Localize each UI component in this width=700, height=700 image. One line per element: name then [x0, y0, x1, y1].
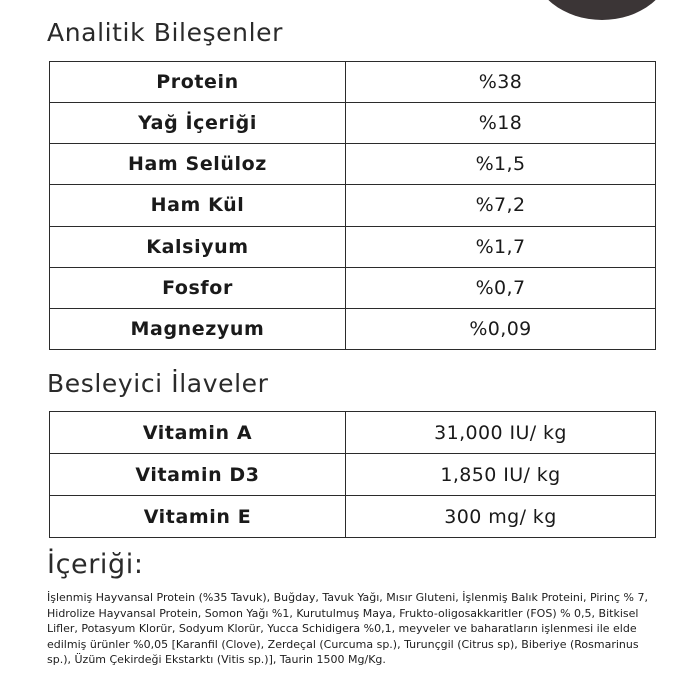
- besleyici-section-title: Besleyici İlaveler: [47, 369, 269, 398]
- table-row: [50, 103, 656, 144]
- table-row: [50, 308, 656, 349]
- row-value: %0,09: [346, 308, 656, 349]
- row-value: 1,850 IU/ kg: [346, 454, 656, 496]
- ingredients-text: İşlenmiş Hayvansal Protein (%35 Tavuk), Buğday, Tavuk Yağı, Mısır Gluteni, İşlenmiş Balık Proteini, Pirinç % 7, Hidrolize Hayvansal Protein, Somon Yağı %1, Kurutulmuş Maya, Frukto-oligosakkaritler (FOS) % 0,5, Bitkisel Lifler, Potasyum Klorür, Sodyum Klorür, Yucca Schidigera %0,1, meyveler ve baharatların işlenmesi ile elde edilmiş ürünler %0,05 [Karanfil (Clove), Zerdeçal (Curcuma sp.), Turunçgil (Citrus sp), Biberiye (Rosmarinus sp.), Üzüm Çekirdeği Ekstarktı (Vitis sp.)], Taurin 1500 Mg/Kg.: [47, 591, 648, 667]
- row-label: Vitamin E: [50, 496, 346, 538]
- table-row: [50, 62, 656, 103]
- analitik-section-title: Analitik Bileşenler: [47, 18, 284, 47]
- table-row: [50, 226, 656, 267]
- row-label: Kalsiyum: [50, 226, 346, 267]
- table-row: [50, 185, 656, 226]
- row-value: 31,000 IU/ kg: [346, 412, 656, 454]
- row-label: Vitamin D3: [50, 454, 346, 496]
- table-row: [50, 454, 656, 496]
- row-label: Protein: [50, 62, 346, 103]
- row-label: Yağ İçeriği: [50, 103, 346, 144]
- decorative-corner-shape: [532, 0, 672, 20]
- besleyici-table: [49, 411, 656, 538]
- icerigi-section-title: İçeriği:: [47, 549, 144, 580]
- row-label: Fosfor: [50, 267, 346, 308]
- row-value: %1,5: [346, 144, 656, 185]
- row-value: %18: [346, 103, 656, 144]
- row-value: 300 mg/ kg: [346, 496, 656, 538]
- row-label: Magnezyum: [50, 308, 346, 349]
- table-row: [50, 412, 656, 454]
- analitik-table: [49, 61, 656, 350]
- row-label: Ham Kül: [50, 185, 346, 226]
- table-row: [50, 144, 656, 185]
- table-row: [50, 496, 656, 538]
- row-value: %0,7: [346, 267, 656, 308]
- row-value: %7,2: [346, 185, 656, 226]
- row-label: Ham Selüloz: [50, 144, 346, 185]
- row-value: %1,7: [346, 226, 656, 267]
- row-label: Vitamin A: [50, 412, 346, 454]
- table-row: [50, 267, 656, 308]
- row-value: %38: [346, 62, 656, 103]
